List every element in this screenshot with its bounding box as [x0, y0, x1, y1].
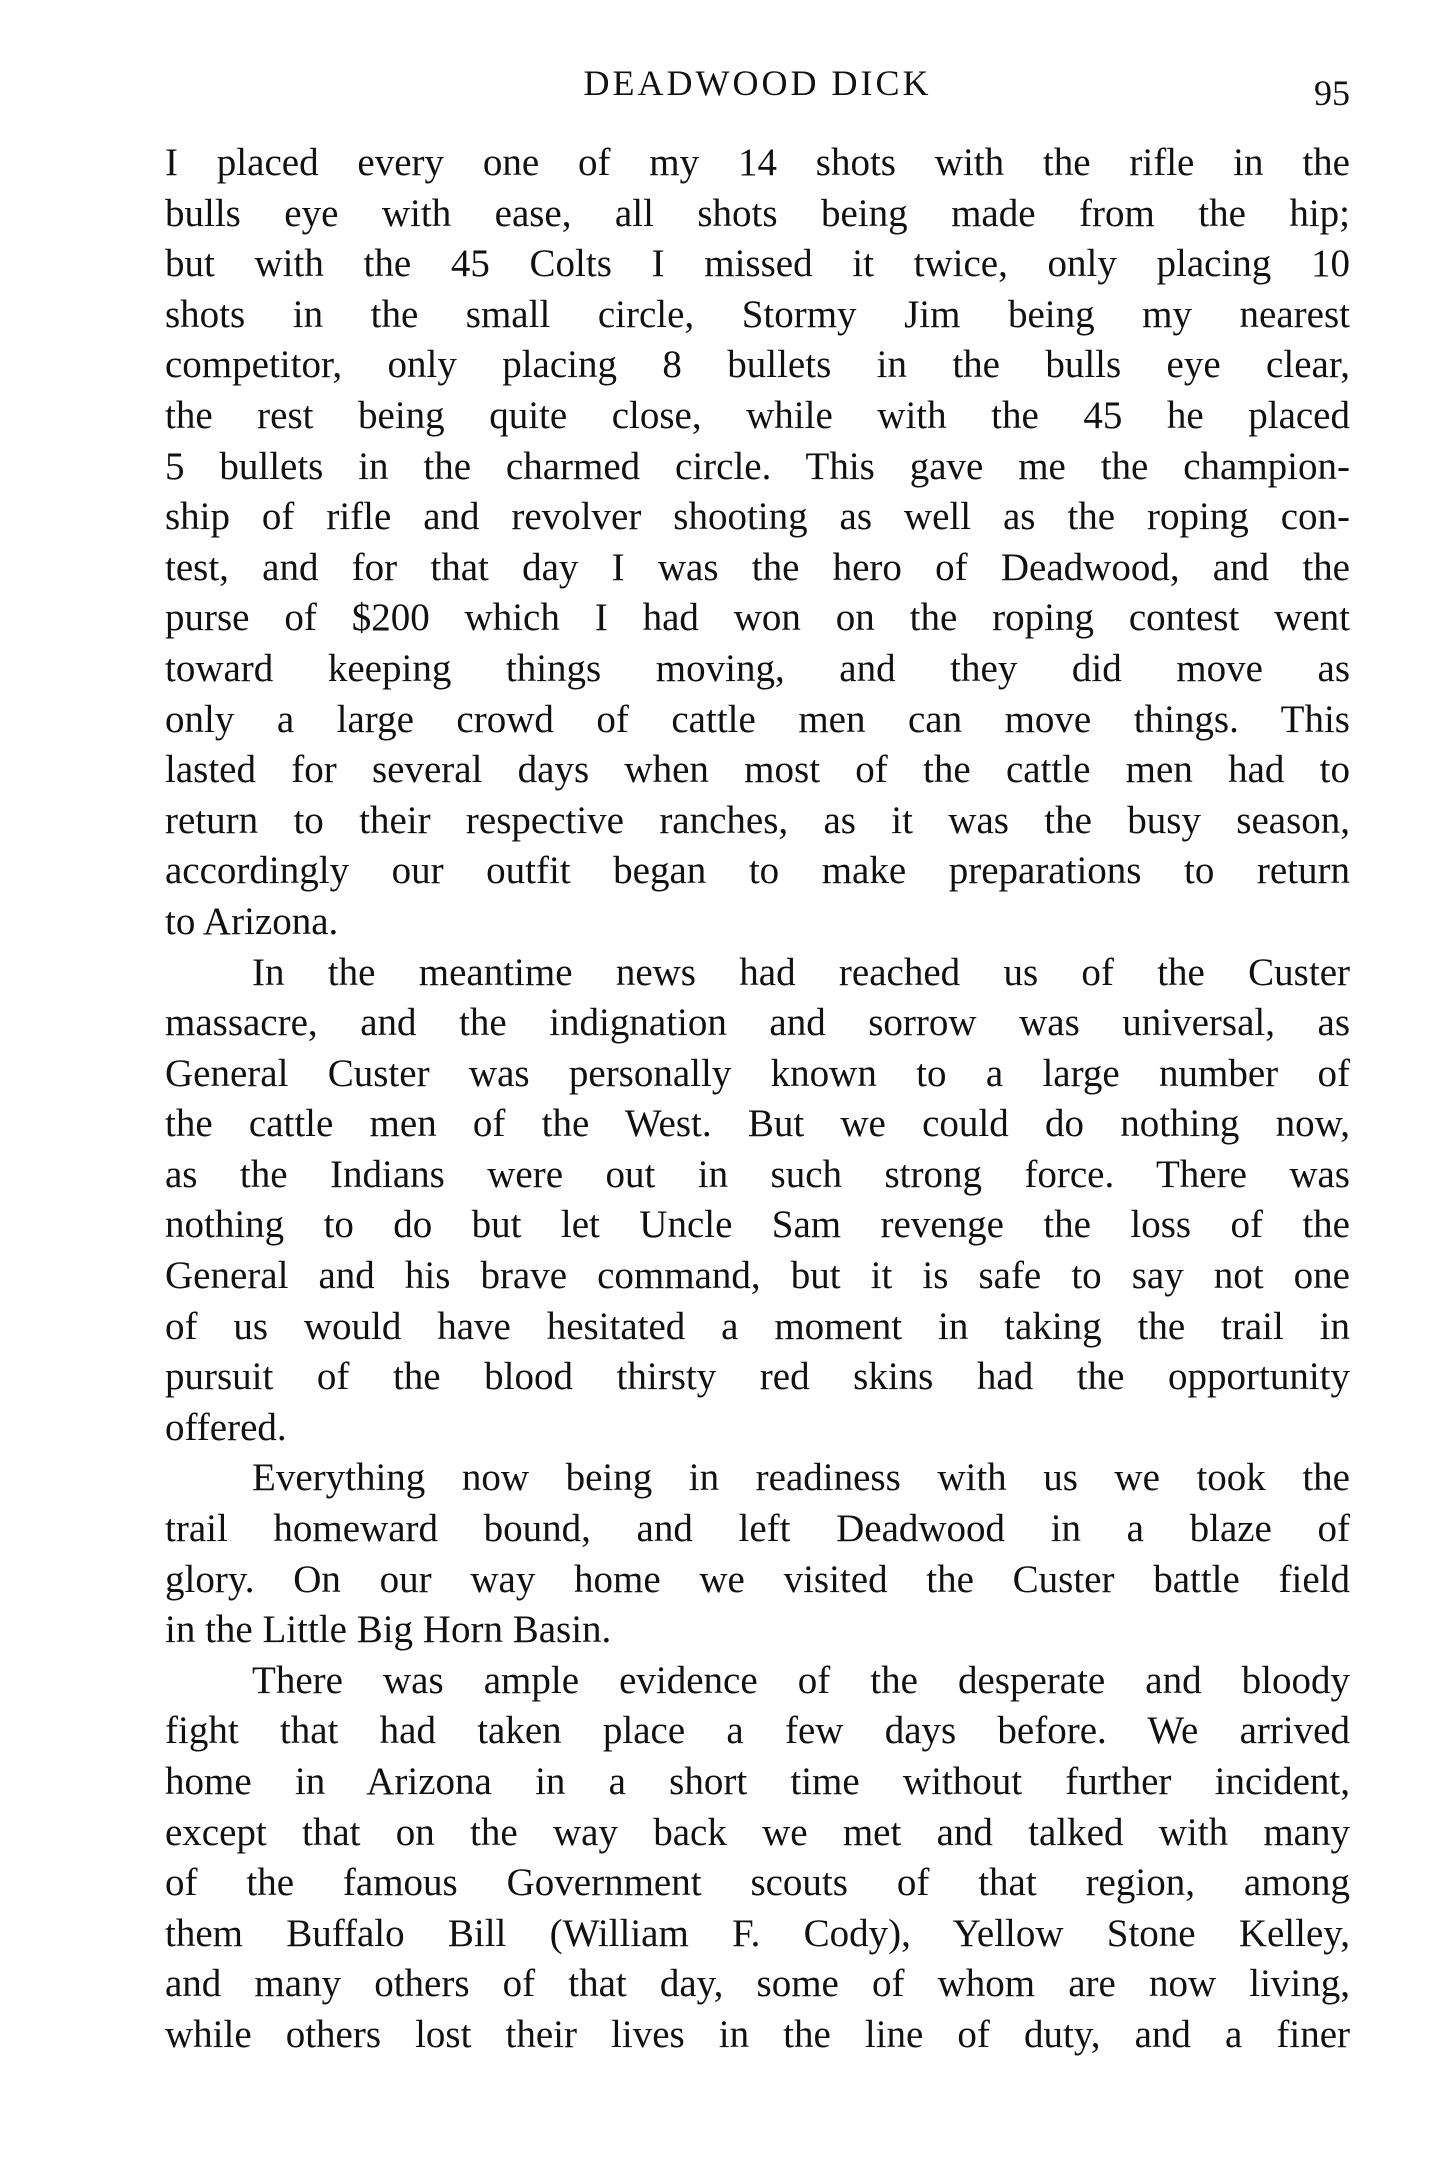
paragraph: [165, 138, 1350, 948]
paragraph: [165, 948, 1350, 1454]
text-line: Everything now being in readiness with us we took the: [252, 1456, 1350, 1500]
text-line: I placed every one of my 14 shots with the rifle in the: [165, 141, 1350, 184]
text-line: test, and for that day I was the hero of Deadwood, and the: [165, 545, 1350, 589]
text-line: There was ample evidence of the desperate and bloody: [252, 1658, 1350, 1702]
text-line: glory. On our way home we visited the Custer battle field: [165, 1557, 1350, 1601]
text-line: offered.: [165, 1405, 287, 1449]
text-line: of us would have hesitated a moment in taking the trail in: [165, 1304, 1350, 1348]
text-line: and many others of that day, some of whom are now living,: [165, 1962, 1350, 2006]
text-line: but with the 45 Colts I missed it twice, only placing 10: [165, 242, 1350, 286]
text-line: accordingly our outfit began to make preparations to return: [165, 849, 1350, 893]
text-line: fight that had taken place a few days before. We arrived: [165, 1709, 1350, 1753]
text-line: trail homeward bound, and left Deadwood in a blaze of: [165, 1507, 1350, 1551]
text-line: return to their respective ranches, as it was the busy season,: [165, 798, 1350, 842]
text-line: except that on the way back we met and talked with many: [165, 1810, 1350, 1854]
text-line: the cattle men of the West. But we could do nothing now,: [165, 1102, 1350, 1146]
text-line: as the Indians were out in such strong force. There was: [165, 1152, 1350, 1196]
text-line: In the meantime news had reached us of the Custer: [252, 950, 1350, 994]
text-line: nothing to do but let Uncle Sam revenge the loss of the: [165, 1203, 1350, 1247]
text-line: competitor, only placing 8 bullets in the bulls eye clear,: [165, 343, 1350, 387]
paragraph: [165, 1453, 1350, 1655]
text-line: home in Arizona in a short time without further incident,: [165, 1760, 1350, 1803]
text-line: them Buffalo Bill (William F. Cody), Yellow Stone Kelley,: [165, 1911, 1350, 1955]
text-line: lasted for several days when most of the cattle men had to: [165, 748, 1350, 792]
running-head: [165, 58, 1350, 113]
text-line: in the Little Big Horn Basin.: [165, 1608, 612, 1652]
text-line: massacre, and the indignation and sorrow was universal, as: [165, 1001, 1350, 1045]
text-line: ship of rifle and revolver shooting as well as the roping con-: [165, 495, 1350, 539]
text-line: General and his brave command, but it is safe to say not one: [165, 1254, 1350, 1298]
text-line: shots in the small circle, Stormy Jim being my nearest: [165, 292, 1350, 336]
page-number: 95: [1314, 73, 1350, 113]
text-line: only a large crowd of cattle men can move things. This: [165, 697, 1350, 741]
text-line: while others lost their lives in the line of duty, and a finer: [165, 2012, 1350, 2056]
text-line: the rest being quite close, while with the 45 he placed: [165, 393, 1350, 437]
text-line: 5 bullets in the charmed circle. This gave me the champion-: [165, 444, 1350, 488]
text-line: General Custer was personally known to a large number of: [165, 1051, 1350, 1095]
running-title: DEADWOOD DICK: [583, 63, 932, 103]
text-line: purse of $200 which I had won on the roping contest went: [165, 596, 1350, 640]
text-line: to Arizona.: [165, 899, 339, 943]
text-line: bulls eye with ease, all shots being made from the hip;: [165, 191, 1350, 235]
text-line: toward keeping things moving, and they did move as: [165, 646, 1350, 690]
text-line: pursuit of the blood thirsty red skins had the opportunity: [165, 1355, 1350, 1399]
body-text: [165, 138, 1350, 2061]
paragraph: [165, 1656, 1350, 2061]
text-line: of the famous Government scouts of that region, among: [165, 1861, 1350, 1905]
